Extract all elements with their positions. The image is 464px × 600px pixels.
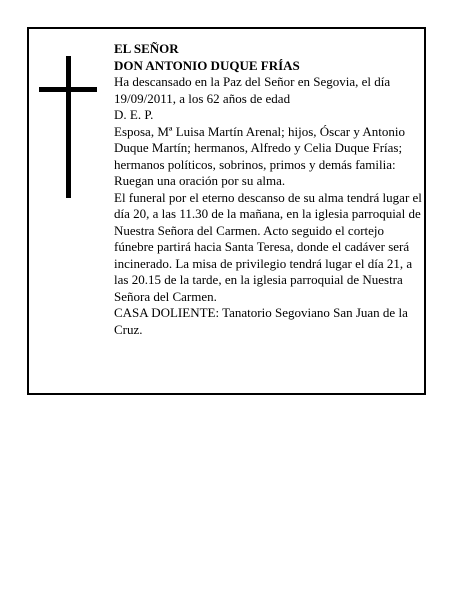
rip-abbreviation: D. E. P. bbox=[114, 107, 154, 122]
death-announcement: Ha descansado en la Paz del Señor en Segovia, el día 19/09/2011, a los 62 años de edad bbox=[114, 74, 391, 106]
obituary-notice bbox=[27, 27, 426, 395]
mourning-house: CASA DOLIENTE: Tanatorio Segoviano San Juan de la Cruz. bbox=[114, 305, 408, 337]
cross-vertical-bar bbox=[66, 56, 71, 198]
deceased-title: EL SEÑOR bbox=[114, 41, 179, 56]
family-list: Esposa, Mª Luisa Martín Arenal; hijos, Óscar y Antonio Duque Martín; hermanos, Alfredo y Celia Duque Frías; hermanos políticos, sobrinos, primos y demás familia: bbox=[114, 123, 405, 172]
cross-icon bbox=[39, 56, 97, 198]
funeral-details: El funeral por el eterno descanso de su alma tendrá lugar el día 20, a las 11.30 de la mañana, en la iglesia parroquial de Nuestra Señora del Carmen. Acto seguido el cortejo fúnebre partirá hacia Santa Teresa, donde el cadáver será incinerado. La misa de privilegio tendrá lugar el día 21, a las 20.15 de la tarde, en la iglesia parroquial de Nuestra Señora del Carmen. bbox=[114, 189, 422, 304]
prayer-request: Ruegan una oración por su alma. bbox=[114, 173, 286, 188]
obituary-text bbox=[114, 41, 424, 338]
cross-horizontal-bar bbox=[39, 87, 97, 92]
deceased-name: DON ANTONIO DUQUE FRÍAS bbox=[114, 57, 300, 73]
